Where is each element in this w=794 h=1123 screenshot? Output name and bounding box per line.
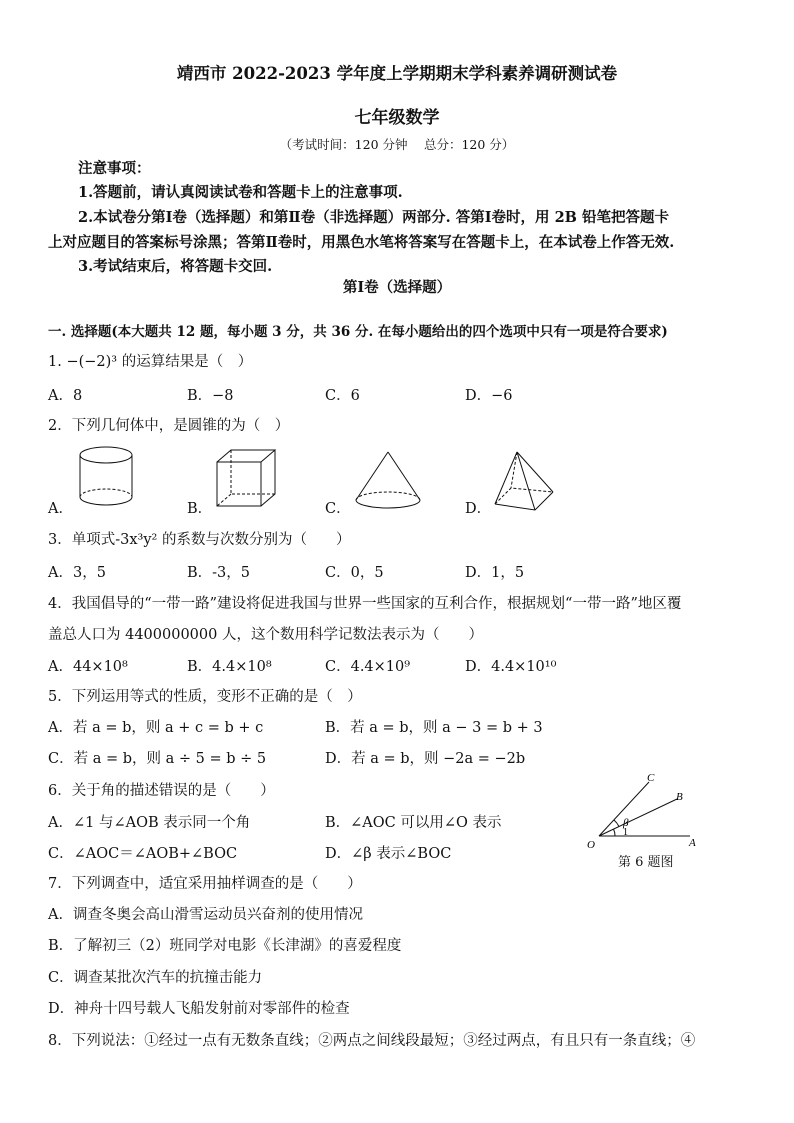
q1-option-a: A．8: [48, 388, 83, 404]
label-c: C: [647, 772, 655, 784]
q3-option-d: D．1，5: [465, 565, 525, 581]
q6-option-a: A．∠1 与∠AOB 表示同一个角: [48, 815, 251, 831]
part-heading: 一. 选择题(本大题共 12 题，每小题 3 分，共 36 分. 在每小题给出的四个选项中只有一项是符合要求): [48, 324, 668, 340]
q6-option-b: B．∠AOC 可以用∠O 表示: [325, 815, 502, 831]
q4-stem-line-2: 盖总人口为 4400000000 人，这个数用科学记数法表示为（ ）: [48, 627, 483, 643]
q6-option-d: D．∠β 表示∠BOC: [325, 846, 452, 862]
label-o: O: [587, 839, 595, 851]
cone-figure: [351, 450, 425, 516]
notice-item-1: 1.答题前，请认真阅读试卷和答题卡上的注意事项.: [78, 184, 403, 201]
q2-stem: 2．下列几何体中，是圆锥的为（ ）: [48, 418, 290, 434]
q4-option-c: C．4.4×10⁹: [325, 659, 411, 675]
q4-option-a: A．44×10⁸: [48, 659, 128, 675]
q7-option-a: A．调查冬奥会高山滑雪运动员兴奋剂的使用情况: [48, 907, 363, 923]
notice-item-3: 3.考试结束后，将答题卡交回.: [78, 258, 273, 275]
q6-stem: 6．关于角的描述错误的是（ ）: [48, 783, 275, 799]
cylinder-figure: [76, 445, 136, 509]
exam-title: 靖西市 2022-2023 学年度上学期期末学科素养调研测试卷: [176, 64, 618, 83]
q1-option-b: B．−8: [187, 388, 234, 404]
q1-stem: 1. −(−2)³ 的运算结果是（ ）: [48, 354, 253, 370]
q3-stem: 3．单项式-3x³y² 的系数与次数分别为（ ）: [48, 532, 351, 548]
q2-option-c: C．: [325, 501, 351, 517]
label-one: 1: [623, 827, 628, 838]
angle-figure: [585, 770, 715, 850]
cube-figure: [215, 448, 279, 512]
q7-option-c: C．调查某批次汽车的抗撞击能力: [48, 970, 263, 986]
section-title: 第Ⅰ卷（选择题）: [342, 279, 452, 296]
q5-option-d: D．若 a = b，则 −2a = −2b: [325, 751, 526, 767]
label-b: B: [676, 791, 683, 803]
q5-option-b: B．若 a = b，则 a − 3 = b + 3: [325, 720, 543, 736]
q4-option-d: D．4.4×10¹⁰: [465, 659, 557, 675]
figure-caption: 第 6 题图: [618, 855, 674, 870]
q5-option-a: A．若 a = b，则 a + c = b + c: [48, 720, 264, 736]
q7-option-b: B．了解初三（2）班同学对电影《长津湖》的喜爱程度: [48, 938, 402, 954]
notice-item-2-line-1: 2.本试卷分第Ⅰ卷（选择题）和第Ⅱ卷（非选择题）两部分. 答第Ⅰ卷时，用 2B 铅笔把答题卡: [78, 209, 669, 226]
q5-option-c: C．若 a = b，则 a ÷ 5 = b ÷ 5: [48, 751, 267, 767]
pyramid-figure: [491, 450, 557, 514]
notice-heading: 注意事项：: [78, 160, 151, 177]
label-a: A: [689, 837, 696, 849]
q7-option-d: D．神舟十四号载人飞船发射前对零部件的检查: [48, 1001, 350, 1017]
subject-title: 七年级数学: [354, 108, 440, 128]
q3-option-b: B．-3，5: [187, 565, 251, 581]
q4-stem-line-1: 4．我国倡导的“一带一路”建设将促进我国与世界一些国家的互利合作，根据规划“一带一路”地区覆: [48, 596, 682, 612]
q2-option-d: D．: [465, 501, 492, 517]
label-beta: β: [623, 817, 629, 829]
q6-option-c: C．∠AOC＝∠AOB+∠BOC: [48, 846, 238, 862]
exam-info: （考试时间：120 分钟 总分：120 分）: [279, 137, 515, 152]
q7-stem: 7．下列调查中，适宜采用抽样调查的是（ ）: [48, 876, 362, 892]
q2-option-a: A．: [48, 501, 73, 517]
q3-option-a: A．3，5: [48, 565, 106, 581]
q1-option-c: C．6: [325, 388, 360, 404]
notice-item-2-line-2: 上对应题目的答案标号涂黑；答第Ⅱ卷时，用黑色水笔将答案写在答题卡上，在本试卷上作答无效.: [48, 234, 675, 251]
q2-option-b: B．: [187, 501, 213, 517]
q3-option-c: C．0，5: [325, 565, 384, 581]
q1-option-d: D．−6: [465, 388, 513, 404]
q5-stem: 5．下列运用等式的性质，变形不正确的是（ ）: [48, 689, 362, 705]
q4-option-b: B．4.4×10⁸: [187, 659, 272, 675]
q8-stem: 8．下列说法：①经过一点有无数条直线；②两点之间线段最短；③经过两点，有且只有一条直线；④: [48, 1033, 696, 1049]
